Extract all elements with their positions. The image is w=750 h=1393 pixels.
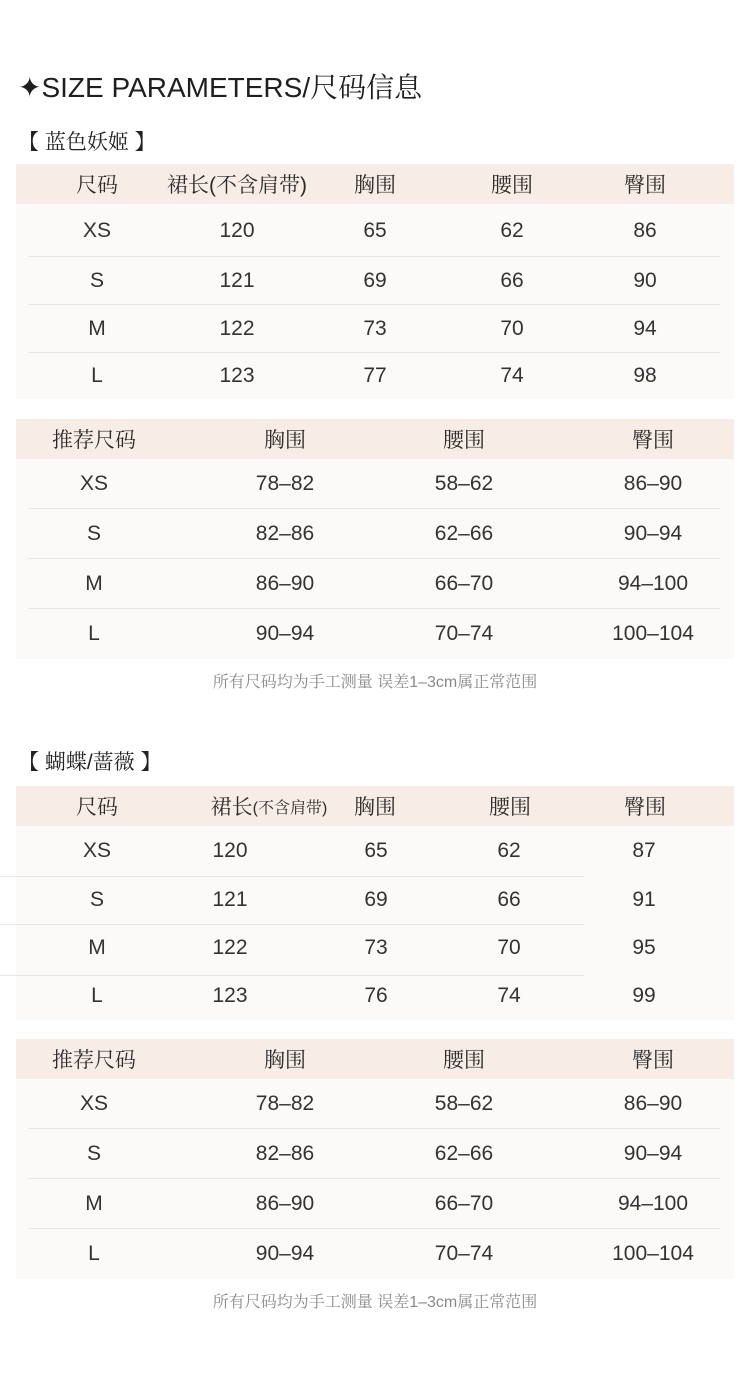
table-header <box>16 786 734 826</box>
table-row <box>16 1179 734 1229</box>
header-waist: 腰围 <box>491 174 533 197</box>
cell-size: M <box>85 572 103 595</box>
cell-length: 123 <box>219 364 255 387</box>
cell-size: XS <box>79 1092 109 1115</box>
page-title: ✦SIZE PARAMETERS/尺码信息 <box>18 72 423 103</box>
cell-size: S <box>89 888 105 911</box>
header-dress-length: 裙长(不含肩带) <box>167 174 307 197</box>
cell-bust: 76 <box>364 984 388 1007</box>
cell-length: 121 <box>212 888 248 911</box>
header-bust: 胸围 <box>264 1049 306 1072</box>
cell-waist: 62–66 <box>434 522 494 545</box>
cell-length: 120 <box>212 839 248 862</box>
table-row <box>16 257 734 305</box>
cell-hip: 90–94 <box>623 522 683 545</box>
cell-size: M <box>88 936 106 959</box>
measurement-note: 所有尺码均为手工测量 误差1–3cm属正常范围 <box>212 674 538 691</box>
cell-bust: 69 <box>364 888 388 911</box>
cell-length: 120 <box>219 218 255 242</box>
header-waist: 腰围 <box>489 796 531 819</box>
cell-waist: 58–62 <box>434 1092 494 1115</box>
row-divider <box>0 924 584 925</box>
table-row <box>16 826 734 876</box>
header-bust: 胸围 <box>264 429 306 452</box>
cell-hip: 95 <box>632 936 656 959</box>
cell-waist: 70 <box>497 936 521 959</box>
cell-hip: 87 <box>632 839 656 862</box>
cell-waist: 62–66 <box>434 1142 494 1165</box>
section-label-blue-rose: 【 蓝色妖姬 】 <box>18 131 156 154</box>
cell-size: S <box>86 522 102 545</box>
cell-size: M <box>85 1192 103 1215</box>
cell-bust: 69 <box>363 269 387 292</box>
cell-size: M <box>88 317 106 340</box>
cell-hip: 90–94 <box>623 1142 683 1165</box>
cell-waist: 66 <box>500 269 524 292</box>
cell-bust: 90–94 <box>255 622 315 645</box>
cell-bust: 65 <box>364 839 388 862</box>
size-table-butterfly-rose <box>16 786 734 1020</box>
header-dress-length <box>211 786 328 826</box>
cell-waist: 70 <box>500 317 524 340</box>
cell-hip: 94–100 <box>617 1192 689 1215</box>
cell-length: 122 <box>212 936 248 959</box>
table-row <box>16 924 734 972</box>
table-row <box>16 876 734 924</box>
header-waist: 腰围 <box>443 429 485 452</box>
table-row <box>16 1129 734 1179</box>
table-row <box>16 204 734 257</box>
table-row <box>16 305 734 353</box>
cell-hip: 91 <box>632 888 656 911</box>
cell-waist: 62 <box>497 839 521 862</box>
cell-size: S <box>89 269 105 292</box>
recommend-table-butterfly-rose <box>16 1039 734 1279</box>
cell-bust: 73 <box>364 936 388 959</box>
cell-waist: 74 <box>497 984 521 1007</box>
cell-hip: 90 <box>633 269 657 292</box>
cell-length: 123 <box>212 984 248 1007</box>
cell-size: XS <box>82 218 112 242</box>
cell-waist: 70–74 <box>434 622 494 645</box>
cell-size: XS <box>79 472 109 495</box>
cell-hip: 94 <box>633 317 657 340</box>
cell-size: XS <box>82 839 112 862</box>
table-row <box>16 509 734 559</box>
cell-waist: 66 <box>497 888 521 911</box>
table-header <box>16 164 734 204</box>
table-row <box>16 609 734 659</box>
cell-bust: 82–86 <box>255 1142 315 1165</box>
cell-hip: 94–100 <box>617 572 689 595</box>
header-bust: 胸围 <box>354 796 396 819</box>
cell-waist: 58–62 <box>434 472 494 495</box>
table-row <box>16 1229 734 1279</box>
header-dress-length-main: 裙长 <box>210 796 253 819</box>
cell-bust: 77 <box>363 364 387 387</box>
cell-size: S <box>86 1142 102 1165</box>
cell-bust: 78–82 <box>255 1092 315 1115</box>
header-recommend-size: 推荐尺码 <box>52 1049 136 1072</box>
cell-hip: 100–104 <box>612 1242 694 1265</box>
cell-size: L <box>91 364 103 387</box>
cell-waist: 62 <box>500 218 524 242</box>
cell-size: L <box>91 984 103 1007</box>
cell-bust: 82–86 <box>255 522 315 545</box>
cell-bust: 86–90 <box>255 1192 315 1215</box>
table-row <box>16 559 734 609</box>
cell-hip: 86 <box>633 218 657 242</box>
measurement-note: 所有尺码均为手工测量 误差1–3cm属正常范围 <box>212 1294 538 1311</box>
header-size: 尺码 <box>76 796 118 819</box>
recommend-table-blue-rose <box>16 419 734 659</box>
cell-size: L <box>88 1242 100 1265</box>
table-header <box>16 419 734 459</box>
cell-hip: 86–90 <box>623 472 683 495</box>
table-row <box>16 353 734 399</box>
size-table-blue-rose <box>16 164 734 399</box>
cell-bust: 65 <box>363 218 387 242</box>
header-hip: 臀围 <box>632 1049 674 1072</box>
header-hip: 臀围 <box>624 796 666 819</box>
table-row <box>16 459 734 509</box>
table-row <box>16 972 734 1020</box>
cell-waist: 70–74 <box>434 1242 494 1265</box>
cell-waist: 66–70 <box>434 572 494 595</box>
cell-bust: 86–90 <box>255 572 315 595</box>
header-dress-length-note: (不含肩带) <box>252 799 328 817</box>
table-header <box>16 1039 734 1079</box>
cell-hip: 86–90 <box>623 1092 683 1115</box>
table-row <box>16 1079 734 1129</box>
cell-bust: 90–94 <box>255 1242 315 1265</box>
cell-length: 122 <box>219 317 255 340</box>
header-recommend-size: 推荐尺码 <box>52 429 136 452</box>
section-label-butterfly-rose: 【 蝴蝶/蔷薇 】 <box>18 751 162 774</box>
header-hip: 臀围 <box>632 429 674 452</box>
header-hip: 臀围 <box>624 174 666 197</box>
header-waist: 腰围 <box>443 1049 485 1072</box>
cell-waist: 74 <box>500 364 524 387</box>
cell-hip: 98 <box>633 364 657 387</box>
cell-length: 121 <box>219 269 255 292</box>
cell-size: L <box>88 622 100 645</box>
row-divider <box>0 975 584 976</box>
cell-bust: 78–82 <box>255 472 315 495</box>
row-divider <box>0 876 584 877</box>
header-bust: 胸围 <box>354 174 396 197</box>
cell-hip: 100–104 <box>612 622 694 645</box>
cell-bust: 73 <box>363 317 387 340</box>
cell-hip: 99 <box>632 984 656 1007</box>
header-size: 尺码 <box>76 174 118 197</box>
cell-waist: 66–70 <box>434 1192 494 1215</box>
